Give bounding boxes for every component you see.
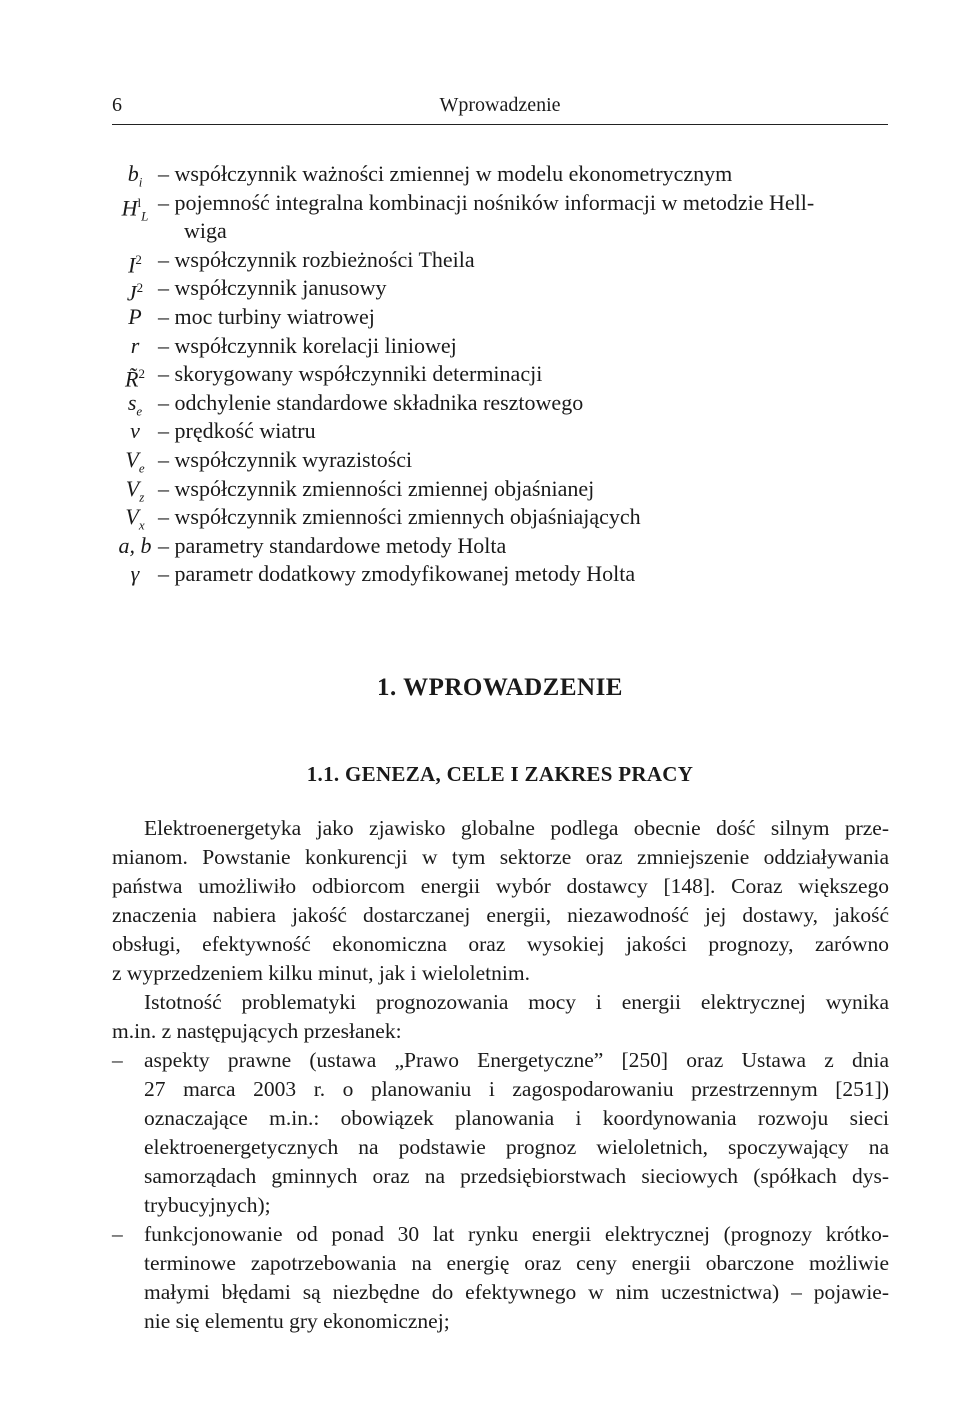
section-title: 1.1. GENEZA, CELE I ZAKRES PRACY xyxy=(306,762,694,786)
symbol: P xyxy=(128,303,142,329)
bullet-line: oznaczające m.in.: obowiązek planowania i koordynowania rozwoju sieci xyxy=(144,1106,889,1130)
bullet-line: aspekty prawne (ustawa „Prawo Energetyczne” [250] oraz Ustawa z dnia xyxy=(144,1048,889,1072)
symbol-entry xyxy=(112,532,892,561)
symbol-definition: – współczynnik korelacji liniowej xyxy=(158,332,457,358)
page-number: 6 xyxy=(112,94,122,116)
symbol: $H^l_L$ xyxy=(121,194,149,224)
symbol: $b_i$ xyxy=(127,161,143,190)
symbol-definition: – współczynnik janusowy xyxy=(158,275,387,301)
symbol-entry xyxy=(112,560,892,589)
bullet-line: trybucyjnych); xyxy=(144,1193,271,1217)
running-title: Wprowadzenie xyxy=(439,94,561,116)
symbol-definition: – parametr dodatkowy zmodyfikowanej metody Holta xyxy=(158,561,636,587)
symbol-definition: – odchylenie standardowe składnika resztowego xyxy=(158,389,584,415)
symbol-definition: – współczynnik zmienności zmiennej objaśnianej xyxy=(158,475,595,501)
symbol-list xyxy=(112,160,892,589)
paragraph-line: mianom. Powstanie konkurencji w tym sektorze oraz zmniejszenie oddziaływania xyxy=(112,845,889,869)
paragraph-line: Elektroenergetyka jako zjawisko globalne podlega obecnie dość silnym prze- xyxy=(144,816,889,840)
bullet-line: samorządach gminnych oraz na przedsiębiorstwach sieciowych (spółkach dys- xyxy=(144,1164,889,1188)
symbol-entry xyxy=(112,160,892,189)
bullet-line: nie się elementu gry ekonomicznej; xyxy=(144,1309,450,1333)
bullet-line: elektroenergetycznych na podstawie prognoz wieloletnich, spoczywający na xyxy=(144,1135,889,1159)
symbol-entry xyxy=(112,303,892,332)
symbol-definition: – prędkość wiatru xyxy=(158,418,316,444)
symbol-definition: – współczynnik rozbieżności Theila xyxy=(158,246,475,272)
symbol: a, b xyxy=(118,532,152,558)
symbol-entry xyxy=(112,503,892,532)
symbol-entry xyxy=(112,360,892,392)
bullet-line: 27 marca 2003 r. o planowaniu i zagospodarowaniu przestrzennym [251]) xyxy=(144,1077,889,1101)
symbol: r xyxy=(130,332,140,358)
symbol: $V_z$ xyxy=(125,475,145,504)
symbol: R̃$^2$ xyxy=(125,366,145,392)
symbol-definition: – skorygowany współczynniki determinacji xyxy=(158,361,543,387)
paragraph-line: znaczenia nabiera jakość dostarczanej energii, niezawodność jej dostawy, jakość xyxy=(112,903,889,927)
symbol: $J^2$ xyxy=(126,280,144,306)
symbol-entry xyxy=(112,189,892,246)
page-header xyxy=(112,94,888,125)
bullet-dash: – xyxy=(112,1222,123,1246)
symbol-definition: – parametry standardowe metody Holta xyxy=(158,532,507,558)
paragraph-line: państwa umożliwiło odbiorcom energii wybór dostawcy [148]. Coraz większego xyxy=(112,874,889,898)
symbol-entry xyxy=(112,274,892,306)
symbol-definition: – współczynnik zmienności zmiennych objaśniających xyxy=(158,504,641,530)
symbol-definition: – współczynnik wyrazistości xyxy=(158,446,413,472)
symbol-entry xyxy=(112,417,892,446)
bullet-line: funkcjonowanie od ponad 30 lat rynku energii elektrycznej (prognozy krótko- xyxy=(144,1222,889,1246)
symbol: $s_e$ xyxy=(127,389,143,419)
bullet-dash: – xyxy=(112,1048,123,1072)
bullet-item xyxy=(112,1220,889,1336)
symbol-definition: – moc turbiny wiatrowej xyxy=(158,303,375,329)
symbol-entry xyxy=(112,389,892,418)
bullet-item xyxy=(112,1046,889,1220)
symbol: γ xyxy=(130,561,140,587)
symbol-entry xyxy=(112,246,892,278)
symbol: $V_e$ xyxy=(125,446,145,476)
symbol-entry xyxy=(112,332,892,361)
paragraph-line: Istotność problematyki prognozowania mocy i energii elektrycznej wynika xyxy=(144,990,889,1014)
symbol: $V_x$ xyxy=(125,504,145,533)
bullet-line: terminowe zapotrzebowania na energię oraz ceny energii obarczone możliwie xyxy=(144,1251,889,1275)
paragraph-line: obsługi, efektywność ekonomiczna oraz wysokiej jakości prognozy, zarówno xyxy=(112,932,889,956)
paragraph-line: m.in. z następujących przesłanek: xyxy=(112,1019,402,1043)
bullet-line: małymi błędami są niezbędne do efektywnego w nim uczestnictwa) – pojawie- xyxy=(144,1280,889,1304)
symbol-entry xyxy=(112,446,892,475)
body-text xyxy=(112,814,889,1336)
symbol: v xyxy=(130,418,140,444)
symbol: $I^2$ xyxy=(128,251,142,278)
symbol-definition: – współczynnik ważności zmiennej w modelu ekonometrycznym xyxy=(158,161,733,186)
chapter-title: 1. WPROWADZENIE xyxy=(377,674,623,701)
symbol-definition: – pojemność integralna kombinacji nośników informacji w metodzie Hell- wiga xyxy=(158,189,815,243)
paragraph-line: z wyprzedzeniem kilku minut, jak i wieloletnim. xyxy=(112,961,530,985)
symbol-entry xyxy=(112,475,892,504)
